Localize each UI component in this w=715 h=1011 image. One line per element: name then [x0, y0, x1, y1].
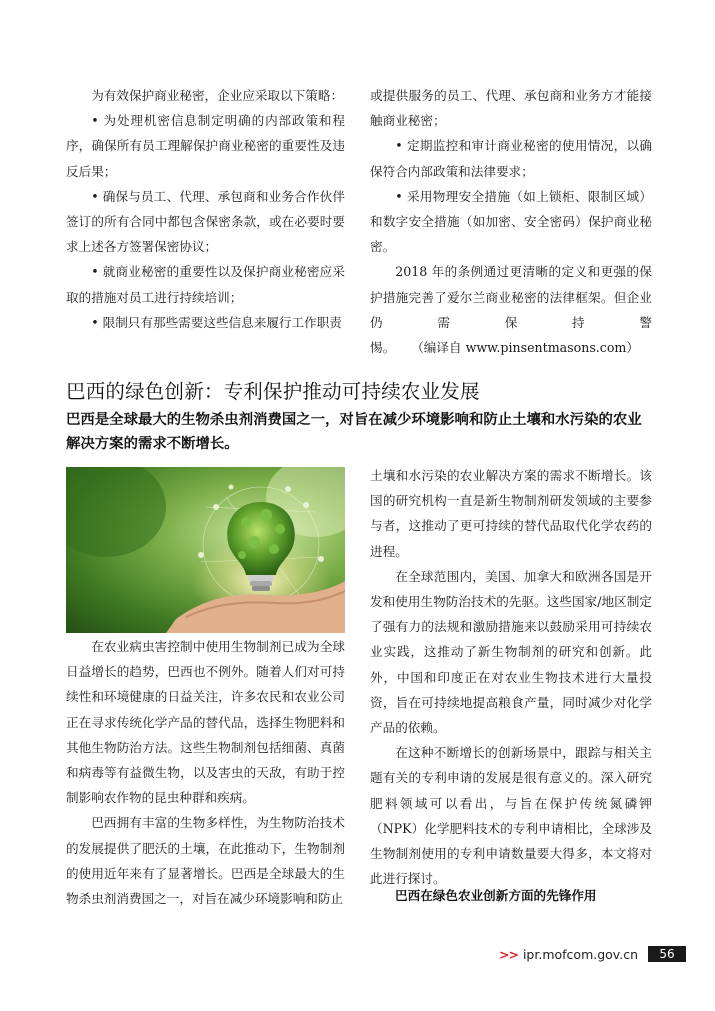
top-right-column	[370, 83, 652, 360]
lightbulb-in-hand-illustration	[66, 467, 345, 633]
double-chevron-right-icon: >>	[499, 946, 518, 962]
article-left-column	[66, 634, 345, 911]
article-photo	[66, 467, 345, 633]
bullet-item: • 确保与员工、代理、承包商和业务合作伙伴签订的所有合同中都包含保密条款，或在必要时要求上述各方签署保密协议；	[66, 188, 345, 255]
article-lede: 巴西是全球最大的生物杀虫剂消费国之一，对旨在减少环境影响和防止土壤和水污染的农业解决方案的需求不断增长。	[66, 412, 642, 452]
paragraph: 在农业病虫害控制中使用生物制剂已成为全球日益增长的趋势，巴西也不例外。随着人们对可持续性和环境健康的日益关注，许多农民和农业公司正在寻求传统化学产品的替代品，选择生物肥料和其他生物防治方法。这些生物制剂包括细菌、真菌和病毒等有益微生物，以及害虫的天敌，有助于控制影响农作物的昆虫种群和疾病。	[66, 639, 345, 806]
paragraph: 土壤和水污染的农业解决方案的需求不断增长。该国的研究机构一直是新生物制剂研发领域的主要参与者，这推动了更可持续的替代品取代化学农药的进程。	[370, 468, 652, 559]
bullet-item: • 就商业秘密的重要性以及保护商业秘密应采取的措施对员工进行持续培训；	[66, 264, 345, 305]
bullet-item: • 限制只有那些需要这些信息来履行工作职责	[91, 314, 342, 330]
bullet-item: • 定期监控和审计商业秘密的使用情况，以确保符合内部政策和法律要求；	[370, 138, 652, 179]
page-number: 56	[648, 946, 686, 962]
page-footer	[499, 945, 686, 963]
bullet-item: • 为处理机密信息制定明确的内部政策和程序，确保所有员工理解保护商业秘密的重要性及违反后果；	[66, 113, 345, 179]
footer-website[interactable]: ipr.mofcom.gov.cn	[522, 946, 638, 962]
paragraph: 在这种不断增长的创新场景中，跟踪与相关主题有关的专利申请的发展是很有意义的。深入研究肥料领域可以看出，与旨在保护传统氮磷钾（NPK）化学肥料技术的专利申请相比，全球涉及生物制剂使用的专利申请数量要大得多，本文将对此进行探讨。	[370, 745, 652, 887]
source-citation: （编译自 www.pinsentmasons.com）	[411, 340, 639, 356]
section-subheading: 巴西在绿色农业创新方面的先锋作用	[395, 888, 597, 903]
paragraph	[370, 259, 652, 360]
paragraph: 为有效保护商业秘密，企业应采取以下策略：	[91, 88, 344, 103]
top-left-column	[66, 83, 345, 335]
paragraph: 在全球范围内，美国、加拿大和欧洲各国是开发和使用生物防治技术的先驱。这些国家/地区制定了强有力的法规和激励措施来以鼓励采用可持续农业实践，这推动了新生物制剂的研究和创新。此外，中国和印度正在对农业生物技术进行大量投资，旨在可持续地提高粮食产量，同时减少对化学产品的依赖。	[370, 568, 652, 736]
paragraph: 巴西拥有丰富的生物多样性，为生物防治技术的发展提供了肥沃的土壤，在此推动下，生物制剂的使用近年来有了显著增长。巴西是全球最大的生物杀虫剂消费国之一，对旨在减少环境影响和防止	[66, 815, 345, 907]
paragraph-text: 2018 年的条例通过更清晰的定义和更强的保护措施完善了爱尔兰商业秘密的法律框架。但企业仍需保持警惕。	[370, 264, 652, 356]
article-right-column	[370, 463, 652, 891]
paragraph: 或提供服务的员工、代理、承包商和业务方才能接触商业秘密；	[370, 88, 652, 129]
bullet-item: • 采用物理安全措施（如上锁柜、限制区域）和数字安全措施（如加密、安全密码）保护商业秘密。	[370, 188, 652, 255]
article-title: 巴西的绿色创新：专利保护推动可持续农业发展	[66, 380, 480, 403]
